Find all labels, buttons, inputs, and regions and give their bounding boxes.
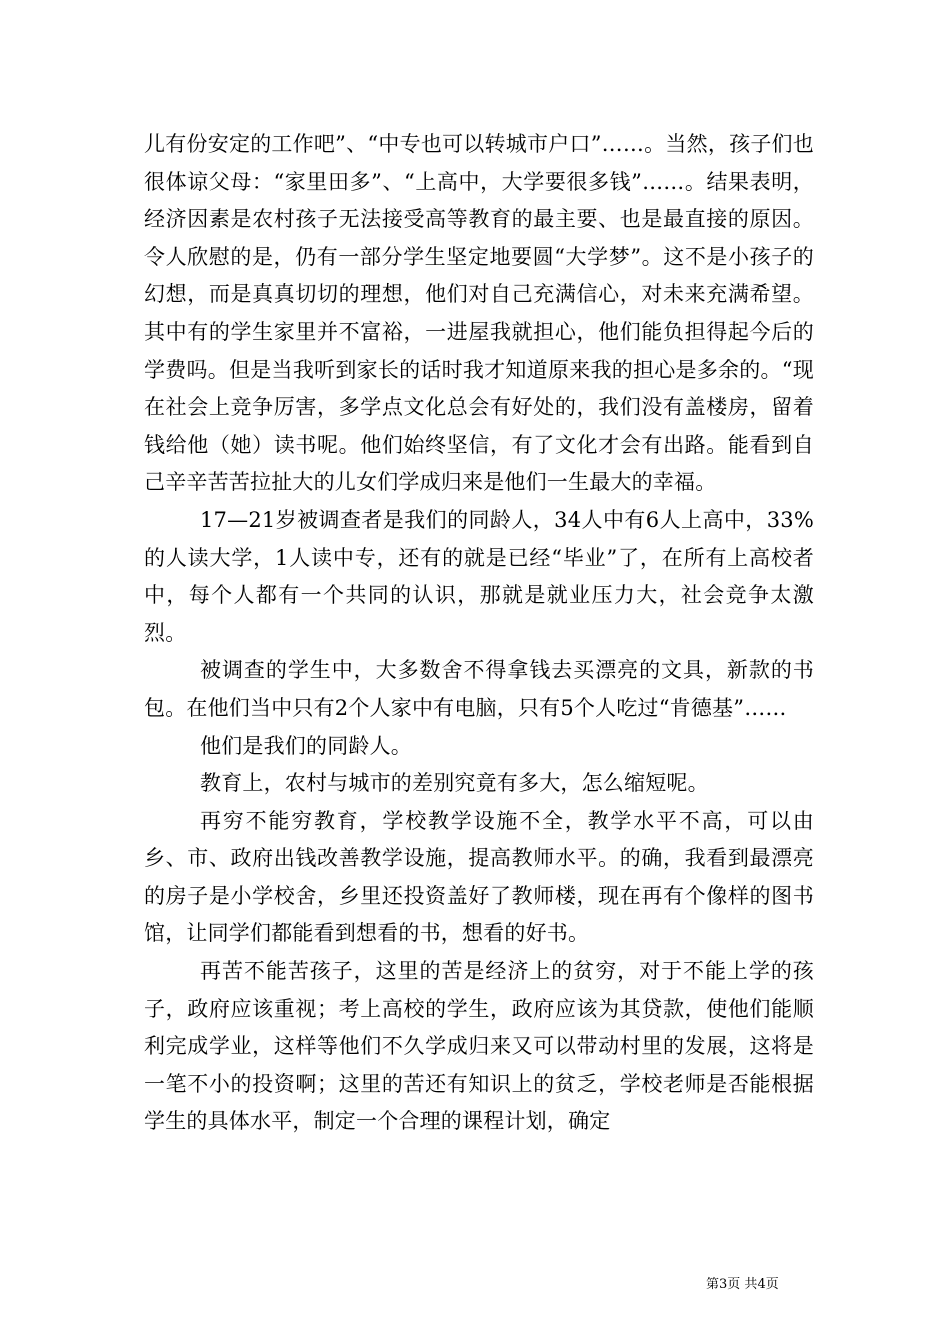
document-body: [144, 126, 814, 1141]
paragraph-education-investment: 再穷不能穷教育，学校教学设施不全，教学水平不高，可以由乡、市、政府出钱改善教学设施，提高教师水平。的确，我看到最漂亮的房子是小学校舍，乡里还投资盖好了教师楼，现在再有个像样的图书馆，让同学们都能看到想看的书，想看的好书。: [144, 808, 814, 946]
footer-total-pages: 4: [757, 1277, 766, 1292]
footer-suffix: 页: [765, 1277, 779, 1292]
page-number-footer: [706, 1276, 779, 1294]
paragraph-education-gap: 教育上，农村与城市的差别究竟有多大，怎么缩短呢。: [200, 771, 709, 796]
footer-middle: 页 共: [727, 1277, 758, 1292]
paragraph-continued: 儿有份安定的工作吧”、“中专也可以转城市户口”……。当然，孩子们也很体谅父母：“家里田多”、“上高中，大学要很多钱”……。结果表明，经济因素是农村孩子无法接受高等教育的最主要、也是最直接的原因。令人欣慰的是，仍有一部分学生坚定地要圆“大学梦”。这不是小孩子的幻想，而是真真切切的理想，他们对自己充满信心，对未来充满希望。其中有的学生家里并不富裕，一进屋我就担心，他们能负担得起今后的学费吗。但是当我听到家长的话时我才知道原来我的担心是多余的。“现在社会上竞争厉害，多学点文化总会有好处的，我们没有盖楼房，留着钱给他（她）读书呢。他们始终坚信，有了文化才会有出路。能看到自己辛辛苦苦拉扯大的儿女们学成归来是他们一生最大的幸福。: [144, 132, 814, 495]
paragraph-peer-survey: 17—21岁被调查者是我们的同龄人，34人中有6人上高中，33%的人读大学，1人读中专，还有的就是已经“毕业”了，在所有上高校者中，每个人都有一个共同的认识，那就是就业压力大，社会竞争太激烈。: [144, 507, 814, 645]
paragraph-students-spending: 被调查的学生中，大多数舍不得拿钱去买漂亮的文具，新款的书包。在他们当中只有2个人家中有电脑，只有5个人吃过“肯德基”……: [144, 658, 814, 720]
paragraph-children-support: 再苦不能苦孩子，这里的苦是经济上的贫穷，对于不能上学的孩子，政府应该重视；考上高校的学生，政府应该为其贷款，使他们能顺利完成学业，这样等他们不久学成归来又可以带动村里的发展，这将是一笔不小的投资啊；这里的苦还有知识上的贫乏，学校老师是否能根据学生的具体水平，制定一个合理的课程计划，确定: [144, 959, 814, 1134]
paragraph-same-age: 他们是我们的同龄人。: [200, 733, 412, 758]
footer-current-page: 3: [719, 1277, 728, 1292]
footer-prefix: 第: [706, 1277, 720, 1292]
